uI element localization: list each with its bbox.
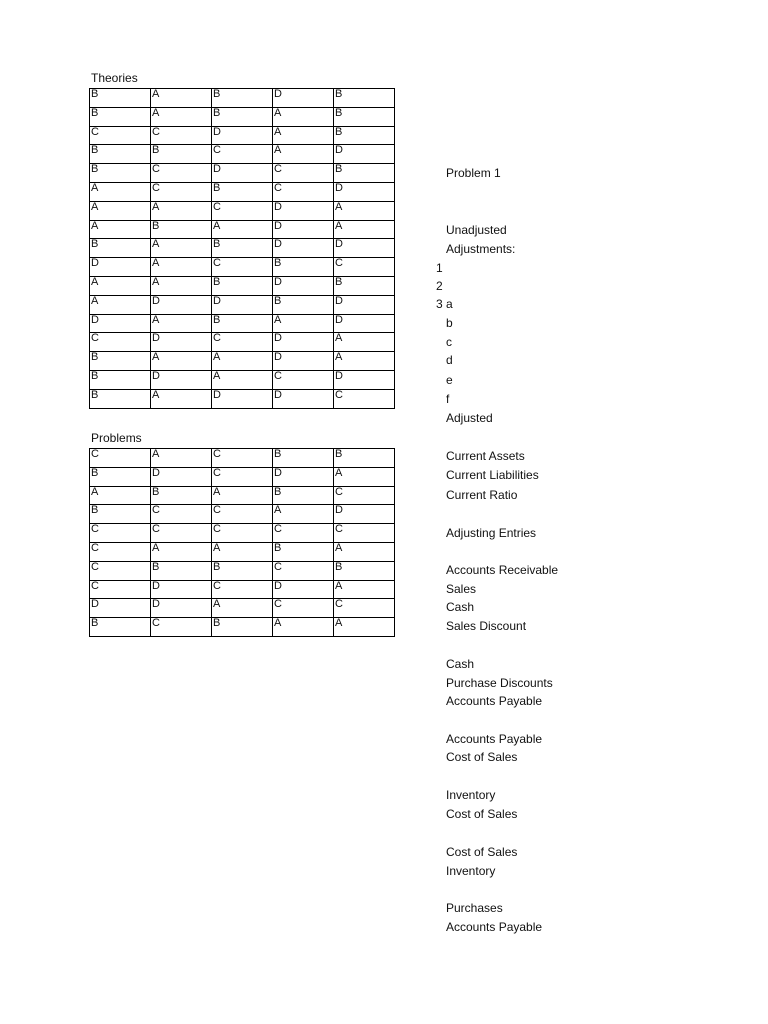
entry-3-line-2: Cost of Sales bbox=[446, 750, 518, 764]
answer-cell: A bbox=[90, 220, 151, 239]
adjusted-label: Adjusted bbox=[446, 411, 493, 425]
answer-cell: B bbox=[212, 239, 273, 258]
answer-cell: B bbox=[273, 542, 334, 561]
answer-cell: B bbox=[151, 145, 212, 164]
answer-cell: D bbox=[334, 314, 395, 333]
table-row bbox=[90, 276, 395, 295]
entry-1-line-1: Accounts Receivable bbox=[446, 563, 559, 577]
answer-cell: B bbox=[212, 182, 273, 201]
table-row bbox=[90, 370, 395, 389]
answer-cell: B bbox=[212, 89, 273, 108]
answer-cell: B bbox=[273, 295, 334, 314]
answer-cell: B bbox=[212, 618, 273, 637]
answer-cell: A bbox=[334, 542, 395, 561]
table-row bbox=[90, 505, 395, 524]
answer-cell: C bbox=[334, 524, 395, 543]
answer-cell: D bbox=[334, 505, 395, 524]
answer-cell: D bbox=[212, 126, 273, 145]
answer-cell: C bbox=[334, 599, 395, 618]
answer-cell: D bbox=[273, 467, 334, 486]
entry-6-line-2: Accounts Payable bbox=[446, 920, 543, 934]
answer-cell: C bbox=[151, 524, 212, 543]
answer-cell: A bbox=[273, 314, 334, 333]
answer-cell: A bbox=[334, 580, 395, 599]
answer-cell: C bbox=[90, 449, 151, 468]
answer-cell: A bbox=[334, 201, 395, 220]
table-row bbox=[90, 258, 395, 277]
answer-cell: A bbox=[151, 107, 212, 126]
adjustment-sub-b: b bbox=[446, 316, 453, 330]
table-row bbox=[90, 580, 395, 599]
answer-cell: A bbox=[212, 599, 273, 618]
answer-cell: D bbox=[90, 599, 151, 618]
table-row bbox=[90, 220, 395, 239]
answer-cell: B bbox=[90, 505, 151, 524]
answer-cell: C bbox=[212, 201, 273, 220]
answer-cell: A bbox=[151, 239, 212, 258]
answer-cell: D bbox=[273, 333, 334, 352]
answer-cell: C bbox=[90, 524, 151, 543]
adjustment-sub-f: f bbox=[446, 392, 450, 406]
table-row bbox=[90, 467, 395, 486]
answer-cell: B bbox=[334, 164, 395, 183]
answer-cell: C bbox=[151, 618, 212, 637]
answer-cell: C bbox=[212, 505, 273, 524]
answer-cell: C bbox=[212, 467, 273, 486]
answer-cell: D bbox=[151, 599, 212, 618]
answer-cell: A bbox=[151, 258, 212, 277]
answer-cell: C bbox=[273, 524, 334, 543]
answer-cell: C bbox=[151, 182, 212, 201]
answer-cell: A bbox=[212, 352, 273, 371]
current-ratio-label: Current Ratio bbox=[446, 488, 518, 502]
adjustment-number-3: 3 bbox=[436, 297, 443, 311]
table-row bbox=[90, 107, 395, 126]
table-row bbox=[90, 561, 395, 580]
answer-cell: B bbox=[90, 370, 151, 389]
table-row bbox=[90, 295, 395, 314]
table-row bbox=[90, 618, 395, 637]
answer-cell: D bbox=[334, 370, 395, 389]
table-row bbox=[90, 201, 395, 220]
answer-cell: A bbox=[212, 370, 273, 389]
problem-1-heading: Problem 1 bbox=[446, 166, 501, 180]
entry-4-line-1: Inventory bbox=[446, 788, 496, 802]
unadjusted-label: Unadjusted bbox=[446, 223, 507, 237]
answer-cell: A bbox=[151, 389, 212, 408]
answer-cell: A bbox=[212, 220, 273, 239]
answer-cell: A bbox=[273, 126, 334, 145]
answer-cell: B bbox=[212, 107, 273, 126]
table-row bbox=[90, 542, 395, 561]
answer-cell: B bbox=[90, 352, 151, 371]
table-row bbox=[90, 599, 395, 618]
answer-cell: C bbox=[334, 258, 395, 277]
answer-cell: B bbox=[334, 126, 395, 145]
table-row bbox=[90, 164, 395, 183]
answer-cell: B bbox=[90, 107, 151, 126]
entry-1-line-3: Cash bbox=[446, 600, 475, 614]
answer-cell: C bbox=[273, 561, 334, 580]
answer-cell: B bbox=[212, 561, 273, 580]
adjustment-sub-e: e bbox=[446, 373, 453, 387]
answer-cell: A bbox=[273, 107, 334, 126]
answer-cell: A bbox=[151, 542, 212, 561]
answer-cell: B bbox=[273, 449, 334, 468]
answer-cell: D bbox=[273, 201, 334, 220]
answer-cell: D bbox=[273, 239, 334, 258]
answer-cell: B bbox=[90, 239, 151, 258]
answer-cell: D bbox=[334, 239, 395, 258]
table-row bbox=[90, 389, 395, 408]
answer-cell: B bbox=[334, 107, 395, 126]
answer-cell: D bbox=[334, 145, 395, 164]
answer-cell: D bbox=[273, 389, 334, 408]
adjusting-entries-heading: Adjusting Entries bbox=[446, 526, 537, 540]
current-assets-label: Current Assets bbox=[446, 449, 525, 463]
answer-cell: A bbox=[334, 220, 395, 239]
answer-cell: A bbox=[212, 486, 273, 505]
answer-cell: B bbox=[151, 220, 212, 239]
answer-cell: C bbox=[334, 389, 395, 408]
answer-cell: D bbox=[273, 580, 334, 599]
entry-1-line-4: Sales Discount bbox=[446, 619, 527, 633]
answer-cell: C bbox=[273, 182, 334, 201]
answer-cell: B bbox=[90, 89, 151, 108]
answer-cell: D bbox=[273, 220, 334, 239]
answer-cell: C bbox=[90, 561, 151, 580]
answer-cell: A bbox=[334, 352, 395, 371]
answer-cell: C bbox=[151, 505, 212, 524]
answer-cell: C bbox=[212, 449, 273, 468]
answer-cell: C bbox=[212, 580, 273, 599]
answer-cell: A bbox=[151, 352, 212, 371]
answer-cell: B bbox=[334, 449, 395, 468]
table-row bbox=[90, 126, 395, 145]
table-row bbox=[90, 352, 395, 371]
answer-cell: C bbox=[90, 126, 151, 145]
answer-cell: A bbox=[151, 314, 212, 333]
adjustment-sub-a: a bbox=[446, 297, 453, 311]
answer-cell: B bbox=[151, 486, 212, 505]
answer-cell: C bbox=[212, 145, 273, 164]
answer-cell: A bbox=[334, 618, 395, 637]
answer-cell: D bbox=[334, 182, 395, 201]
answer-cell: C bbox=[151, 126, 212, 145]
answer-cell: C bbox=[273, 370, 334, 389]
answer-cell: A bbox=[90, 182, 151, 201]
answer-cell: D bbox=[212, 389, 273, 408]
table-row bbox=[90, 449, 395, 468]
answer-cell: C bbox=[90, 542, 151, 561]
answer-cell: A bbox=[90, 295, 151, 314]
answer-cell: D bbox=[90, 258, 151, 277]
answer-cell: B bbox=[90, 618, 151, 637]
answer-cell: B bbox=[273, 486, 334, 505]
table-row bbox=[90, 145, 395, 164]
answer-cell: D bbox=[151, 467, 212, 486]
answer-cell: C bbox=[334, 486, 395, 505]
answer-cell: B bbox=[273, 258, 334, 277]
answer-cell: B bbox=[334, 276, 395, 295]
answer-cell: C bbox=[90, 580, 151, 599]
table-row bbox=[90, 89, 395, 108]
entry-2-line-1: Cash bbox=[446, 657, 475, 671]
table-row bbox=[90, 182, 395, 201]
entry-2-line-2: Purchase Discounts bbox=[446, 676, 553, 690]
table-row bbox=[90, 486, 395, 505]
answer-cell: C bbox=[273, 599, 334, 618]
answer-cell: D bbox=[151, 580, 212, 599]
table-row bbox=[90, 524, 395, 543]
entry-6-line-1: Purchases bbox=[446, 901, 503, 915]
answer-cell: B bbox=[334, 561, 395, 580]
answer-cell: D bbox=[273, 89, 334, 108]
answer-cell: B bbox=[90, 467, 151, 486]
adjustment-sub-d: d bbox=[446, 353, 453, 367]
answer-cell: A bbox=[90, 486, 151, 505]
answer-cell: A bbox=[273, 618, 334, 637]
answer-cell: B bbox=[151, 561, 212, 580]
answer-cell: C bbox=[151, 164, 212, 183]
answer-cell: D bbox=[212, 295, 273, 314]
answer-cell: A bbox=[151, 89, 212, 108]
entry-2-line-3: Accounts Payable bbox=[446, 694, 543, 708]
answer-cell: B bbox=[90, 145, 151, 164]
answer-cell: B bbox=[212, 276, 273, 295]
answer-cell: A bbox=[334, 467, 395, 486]
answer-cell: C bbox=[90, 333, 151, 352]
answer-cell: A bbox=[273, 145, 334, 164]
entry-3-line-1: Accounts Payable bbox=[446, 732, 543, 746]
problems-title: Problems bbox=[91, 431, 142, 445]
table-row bbox=[90, 333, 395, 352]
adjustment-sub-c: c bbox=[446, 335, 452, 349]
answer-cell: A bbox=[151, 449, 212, 468]
answer-cell: B bbox=[334, 89, 395, 108]
answer-cell: D bbox=[90, 314, 151, 333]
answer-cell: A bbox=[273, 505, 334, 524]
answer-cell: B bbox=[90, 164, 151, 183]
answer-cell: A bbox=[90, 276, 151, 295]
adjustment-number-2: 2 bbox=[436, 279, 443, 293]
entry-5-line-1: Cost of Sales bbox=[446, 845, 518, 859]
table-row bbox=[90, 314, 395, 333]
entry-5-line-2: Inventory bbox=[446, 864, 496, 878]
problems-answer-table bbox=[89, 448, 395, 637]
theories-title: Theories bbox=[91, 71, 138, 85]
answer-cell: A bbox=[151, 276, 212, 295]
answer-cell: D bbox=[212, 164, 273, 183]
answer-cell: D bbox=[334, 295, 395, 314]
answer-cell: B bbox=[212, 314, 273, 333]
answer-cell: D bbox=[151, 295, 212, 314]
answer-cell: C bbox=[212, 258, 273, 277]
adjustments-label: Adjustments: bbox=[446, 242, 516, 256]
adjustment-number-1: 1 bbox=[436, 261, 443, 275]
answer-cell: C bbox=[273, 164, 334, 183]
answer-cell: A bbox=[334, 333, 395, 352]
answer-cell: D bbox=[151, 370, 212, 389]
answer-cell: C bbox=[212, 333, 273, 352]
theories-answer-table bbox=[89, 88, 395, 409]
entry-4-line-2: Cost of Sales bbox=[446, 807, 518, 821]
answer-cell: A bbox=[212, 542, 273, 561]
table-row bbox=[90, 239, 395, 258]
answer-cell: C bbox=[212, 524, 273, 543]
answer-cell: A bbox=[151, 201, 212, 220]
answer-cell: D bbox=[151, 333, 212, 352]
answer-cell: B bbox=[90, 389, 151, 408]
current-liabilities-label: Current Liabilities bbox=[446, 468, 539, 482]
entry-1-line-2: Sales bbox=[446, 582, 477, 596]
answer-cell: A bbox=[90, 201, 151, 220]
answer-cell: D bbox=[273, 352, 334, 371]
answer-cell: D bbox=[273, 276, 334, 295]
